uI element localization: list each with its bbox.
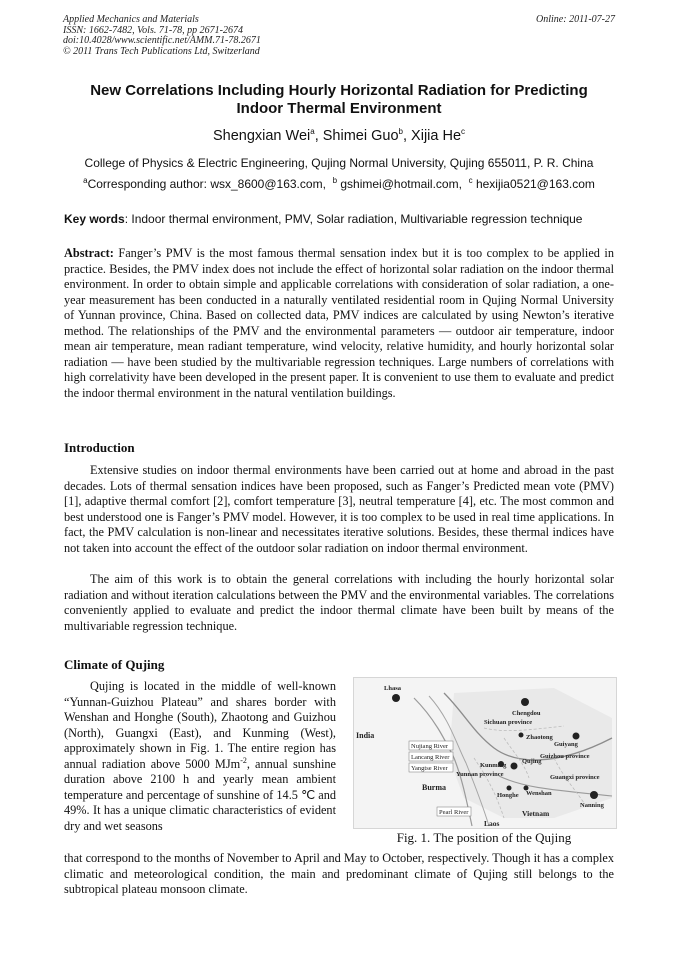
corr-email-b: gshimei@hotmail.com, [340,177,462,191]
map-label-india: India [356,731,375,740]
map-label-lancang: Lancang River [411,754,450,761]
nanning-dot [590,791,598,799]
map-label-laos: Laos [484,819,500,828]
corr-email-a: Corresponding author: wsx_8600@163.com, [87,177,326,191]
map-label-honghe: Honghe [497,792,519,799]
author-separator: , [314,128,323,144]
corr-sup-b: b [332,176,338,185]
correspondence [0,177,678,191]
climate-paragraph-continued: that correspond to the months of November to April and May to October, respectively. Though it has a complex climatic and meteorological condition, the main and predominant climate of Qujing still belongs to the subtropical plateau monsoon climate. [64,851,614,896]
author-name: Shimei Guo [322,128,399,144]
map-label-chengdou: Chengdou [512,710,541,717]
abstract-label: Abstract: [64,246,114,260]
authors [0,128,678,144]
map-label-guangxi: Guangxi province [550,774,600,781]
map-label-yangtse: Yangtse River [411,765,448,772]
running-header [63,15,261,57]
keywords [64,212,582,226]
title-line-2: Indoor Thermal Environment [236,100,442,117]
figure-map [353,677,617,829]
climate-sup: -2 [240,755,247,765]
map-label-yunnan: Yunnan province [456,771,504,778]
guiyang-dot [573,733,580,740]
climate-text-a: Qujing is located in the middle of well-known “Yunnan-Guizhou Plateau” and shares border with Wenshan and Honghe (South), Zhaotong and Guizhou (North), Guangxi (East), and Kunming (West), approximately shown in Fig. 1. The entire region has annual radiation above 5000 MJm [64,679,336,771]
author-name: Xijia He [411,128,462,144]
map-label-zhaotong: Zhaotong [526,734,553,741]
map-label-nujiang: Nujiang River [411,743,449,750]
figure-caption: Fig. 1. The position of the Qujing [396,830,572,845]
title-line-1: New Correlations Including Hourly Horizontal Radiation for Predicting [90,82,588,99]
abstract-text: Fanger’s PMV is the most famous thermal sensation index but it is too complex to be applied in practice. Besides, the PMV index does not include the effect of horizontal solar radiation on the indoor thermal environment. In order to obtain simple and applicable correlations with consideration of solar radiation, a one-year measurement has been conducted in a naturally ventilated residential room in Qujing Normal University of Yunnan province, China. Based on collected data, PMV indices are calculated by using Newton’s iterative method. The relationships of the PMV and the environmental parameters — outdoor air temperature, indoor mean air temperature, mean radiant temperature, wind velocity, relative humidity, and hourly horizontal solar radiation — have been studied by the multivariable regression techniques. Large numbers of correlations with high correlativity have been developed in the present paper. It is convenient to use them to evaluate and predict the indoor thermal environment in the natural ventilation buildings. [64,246,614,400]
map-svg [354,678,616,828]
author-name: Shengxian Wei [212,128,311,144]
map-label-kunming: Kunming [480,762,507,769]
keywords-text: : Indoor thermal environment, PMV, Solar radiation, Multivariable regression technique [124,212,583,226]
paper-title [40,82,638,118]
corr-sup-a: a [83,176,88,185]
corr-sup-c: c [468,176,473,185]
author-separator: , [402,128,412,144]
author-sup: c [461,127,466,137]
climate-paragraph [64,679,336,834]
honghe-dot [507,786,512,791]
affiliation: College of Physics & Electric Engineering, Qujing Normal University, Qujing 655011, P. R. China [84,156,594,170]
introduction-paragraph-1: Extensive studies on indoor thermal environments have been carried out at home and abroad in the past decades. Lots of thermal sensation indices have been proposed, such as Fanger’s Predicted mean vote (PMV) [1], adaptive thermal comfort [2], comfort temperature [3], neutral temperature [4], etc. The most common and best understood one is Fanger’s PMV model. However, it is too complex to be used in real time applications. In fact, the PMV calculation is non-linear and necessitates iterative solutions. Besides, these thermal indices have not taken into account the effect of the outdoor solar radiation on indoor thermal environment. [64,463,614,555]
doi: doi:10.4028/www.scientific.net/AMM.71-78.2671 [63,35,261,46]
map-label-guizhou: Guizhou province [540,753,590,760]
map-label-guiyang: Guiyang [554,741,578,748]
section-heading-climate: Climate of Qujing [64,657,165,672]
section-heading-introduction: Introduction [64,440,135,455]
qujing-dot [511,763,518,770]
issn: ISSN: 1662-7482, Vols. 71-78, pp 2671-2674 [63,24,243,36]
zhaotong-dot [519,733,524,738]
chengdou-dot [521,698,529,706]
map-label-burma: Burma [422,783,446,792]
journal-name: Applied Mechanics and Materials [63,14,199,25]
lhasa-dot [392,694,400,702]
map-label-qujing: Qujing [522,758,542,765]
author-sup: b [398,127,403,137]
corr-email-c: hexijia0521@163.com [475,177,595,191]
abstract [64,246,614,401]
map-label-sichuan: Sichuan province [484,719,533,726]
map-label-nanning: Nanning [580,802,604,809]
copyright: © 2011 Trans Tech Publications Ltd, Switzerland [63,45,260,57]
map-label-lhasa: Lhasa [384,685,401,692]
author-sup: a [310,127,315,137]
map-label-vietnam: Vietnam [522,809,550,818]
introduction-paragraph-2: The aim of this work is to obtain the general correlations with including the hourly horizontal solar radiation and without iteration calculations between the PMV and the environmental variables. The correlations conveniently applied to evaluate and predict the indoor thermal climate have been built by means of the multivariable regression technique. [64,572,614,633]
keywords-label: Key words [64,212,125,226]
online-date: Online: 2011-07-27 [536,14,615,25]
map-label-pearl: Pearl River [439,809,469,816]
map-label-wenshan: Wenshan [526,790,552,797]
climate-text-b: , annual sunshine duration above 2100 h and yearly mean ambient temperature and percentage of sunshine of 14.5 ℃ and 49%. It has a unique climatic characteristics of evident dry and wet seasons [64,756,336,833]
